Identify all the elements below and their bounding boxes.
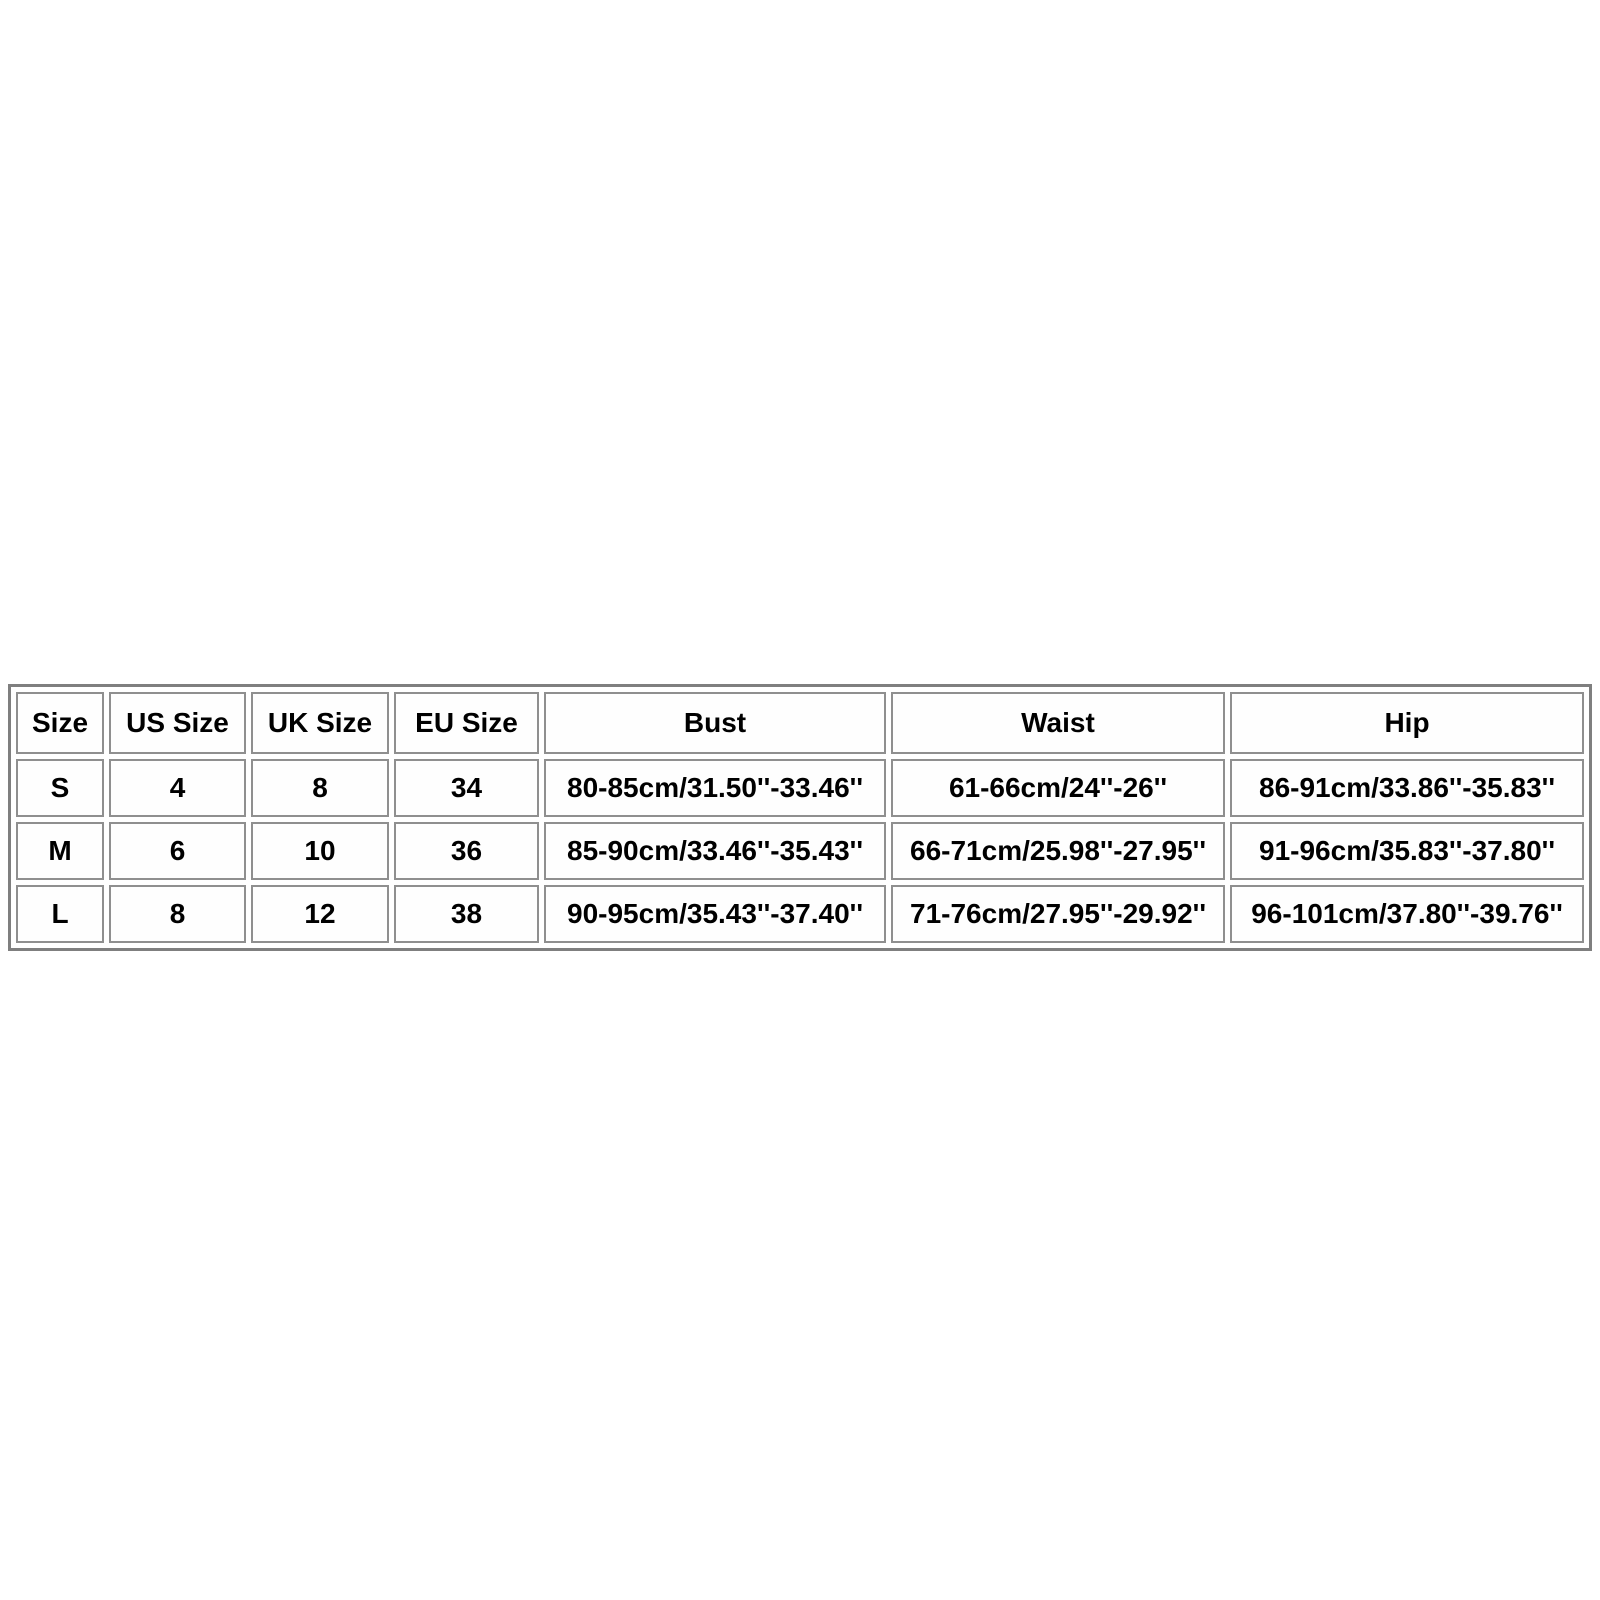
header-row — [16, 692, 1584, 754]
table-cell: 4 — [109, 759, 246, 817]
table-cell: 34 — [394, 759, 539, 817]
table-cell: 85-90cm/33.46''-35.43'' — [544, 822, 886, 880]
table-cell: S — [16, 759, 104, 817]
table-cell: 91-96cm/35.83''-37.80'' — [1230, 822, 1584, 880]
header-cell-us-size: US Size — [109, 692, 246, 754]
table-cell: M — [16, 822, 104, 880]
table-cell: 8 — [251, 759, 389, 817]
table-row — [16, 822, 1584, 880]
table-cell: 12 — [251, 885, 389, 943]
table-cell: 61-66cm/24''-26'' — [891, 759, 1225, 817]
size-chart — [11, 687, 1589, 948]
table-cell: 80-85cm/31.50''-33.46'' — [544, 759, 886, 817]
table-cell: 6 — [109, 822, 246, 880]
size-chart-table — [8, 684, 1592, 951]
header-cell-size: Size — [16, 692, 104, 754]
header-cell-uk-size: UK Size — [251, 692, 389, 754]
header-cell-bust: Bust — [544, 692, 886, 754]
table-cell: L — [16, 885, 104, 943]
table-cell: 71-76cm/27.95''-29.92'' — [891, 885, 1225, 943]
table-cell: 96-101cm/37.80''-39.76'' — [1230, 885, 1584, 943]
header-cell-hip: Hip — [1230, 692, 1584, 754]
table-cell: 90-95cm/35.43''-37.40'' — [544, 885, 886, 943]
table-cell: 10 — [251, 822, 389, 880]
table-cell: 8 — [109, 885, 246, 943]
header-cell-waist: Waist — [891, 692, 1225, 754]
table-row — [16, 759, 1584, 817]
table-cell: 86-91cm/33.86''-35.83'' — [1230, 759, 1584, 817]
table-row — [16, 885, 1584, 943]
table-cell: 38 — [394, 885, 539, 943]
table-cell: 36 — [394, 822, 539, 880]
header-cell-eu-size: EU Size — [394, 692, 539, 754]
table-cell: 66-71cm/25.98''-27.95'' — [891, 822, 1225, 880]
